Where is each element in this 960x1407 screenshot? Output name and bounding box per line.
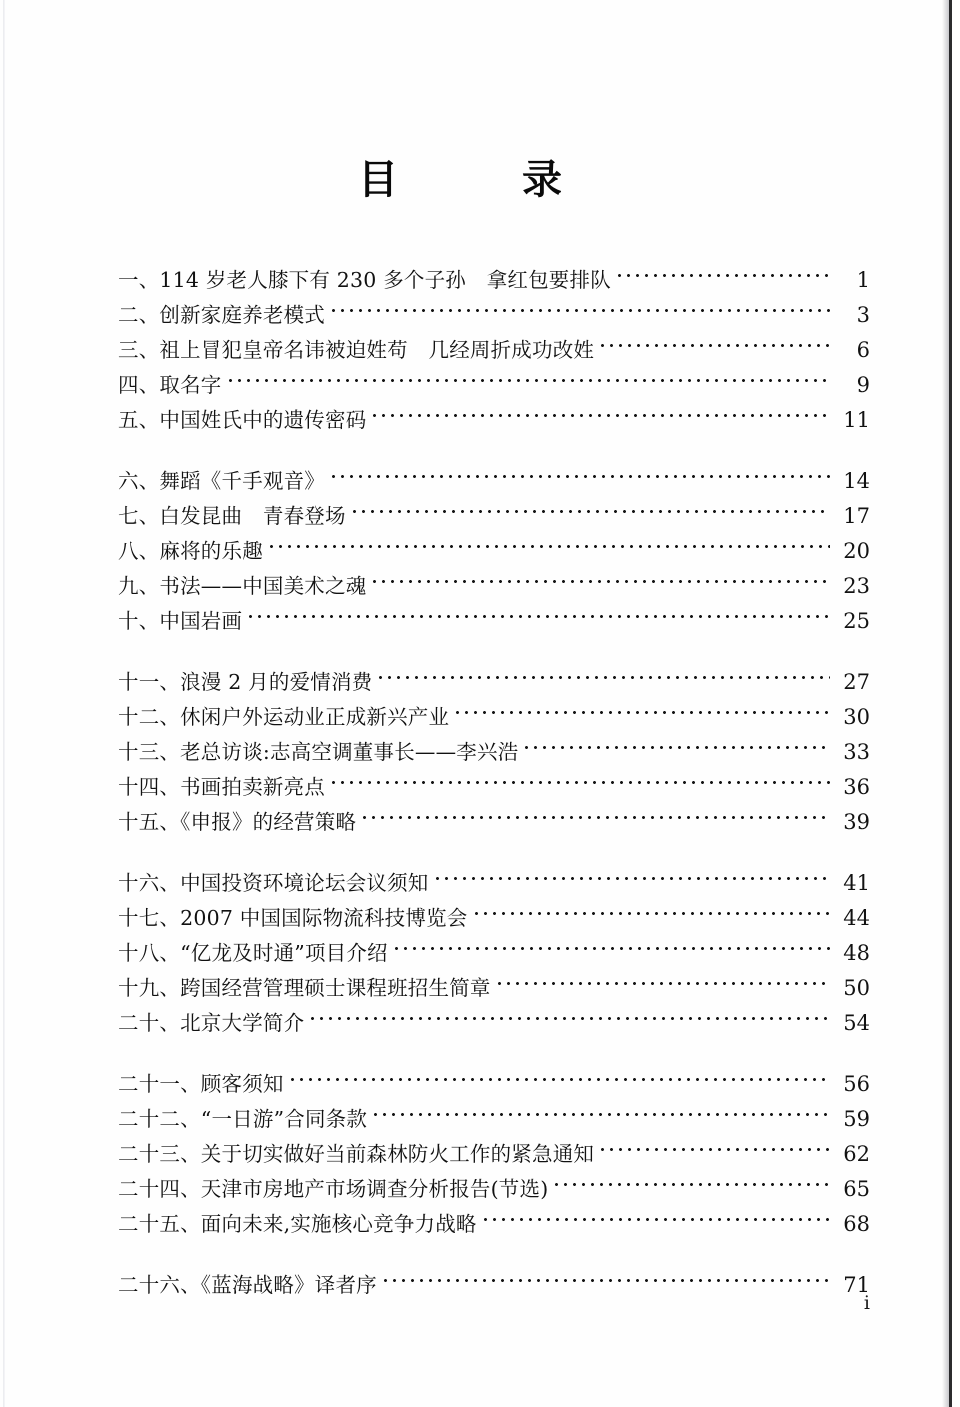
toc-dot-leader	[601, 322, 830, 357]
toc-entry-label: 二十一、顾客须知	[118, 1072, 284, 1096]
toc-entry-page-number: 14	[843, 469, 870, 493]
scan-edge-right-shadow	[942, 0, 949, 1407]
toc-dot-leader	[379, 654, 830, 689]
scan-edge-right	[949, 0, 952, 1407]
toc-entry-page-number: 71	[843, 1273, 870, 1297]
toc-entry-page-number: 56	[843, 1072, 870, 1096]
toc-entry-page-number: 54	[843, 1011, 870, 1035]
toc-entry[interactable]	[118, 855, 870, 895]
toc-entry-label: 二十六、《蓝海战略》译者序	[118, 1273, 377, 1297]
toc-entry[interactable]	[118, 357, 870, 397]
toc-entry[interactable]	[118, 392, 870, 432]
toc-dot-leader	[475, 890, 831, 925]
toc-dot-leader	[374, 1091, 830, 1126]
toc-entry-page-number: 33	[843, 740, 870, 764]
toc-entry-page-number: 41	[843, 871, 870, 895]
toc-group	[118, 654, 870, 834]
toc-entry-label: 一、114 岁老人膝下有 230 多个子孙 拿红包要排队	[118, 268, 611, 292]
toc-dot-leader	[229, 357, 831, 392]
toc-entry-label: 九、书法——中国美术之魂	[118, 574, 367, 598]
toc-dot-leader	[291, 1056, 830, 1091]
toc-entry[interactable]	[118, 1056, 870, 1096]
toc-dot-leader	[311, 995, 830, 1030]
toc-entry-page-number: 59	[843, 1107, 870, 1131]
toc-entry-label: 五、中国姓氏中的遗传密码	[118, 408, 367, 432]
toc-entry-label: 八、麻将的乐趣	[118, 539, 263, 563]
toc-dot-leader	[436, 855, 831, 890]
toc-entry[interactable]	[118, 252, 870, 292]
toc-entry-label: 十九、跨国经营管理硕士课程班招生简章	[118, 976, 491, 1000]
toc-dot-leader	[332, 287, 830, 322]
toc-entry-page-number: 20	[843, 539, 870, 563]
toc-dot-leader	[601, 1126, 830, 1161]
toc-dot-leader	[618, 252, 830, 287]
page-title: 目 录	[358, 156, 604, 203]
toc-entry-page-number: 1	[856, 268, 870, 292]
toc-entry-label: 十四、书画拍卖新亮点	[118, 775, 325, 799]
toc-entry-page-number: 17	[843, 504, 870, 528]
toc-group	[118, 1257, 870, 1297]
toc-entry-page-number: 27	[843, 670, 870, 694]
toc-entry-page-number: 65	[843, 1177, 870, 1201]
toc-entry-page-number: 68	[843, 1212, 870, 1236]
toc-group	[118, 1056, 870, 1236]
toc-dot-leader	[249, 593, 830, 628]
toc-entry-page-number: 9	[856, 373, 870, 397]
toc-dot-leader	[332, 453, 830, 488]
toc-entry[interactable]	[118, 1257, 870, 1297]
toc-entry-page-number: 23	[843, 574, 870, 598]
toc-entry-label: 二十二、“一日游”合同条款	[118, 1107, 368, 1131]
toc-entry-label: 二十四、天津市房地产市场调查分析报告(节选)	[118, 1177, 549, 1201]
toc-entry-label: 十七、2007 中国国际物流科技博览会	[118, 906, 468, 930]
toc-entry-label: 十二、休闲户外运动业正成新兴产业	[118, 705, 450, 729]
toc-entry-label: 六、舞蹈《千手观音》	[118, 469, 325, 493]
toc-entry-label: 十五、《申报》的经营策略	[118, 810, 357, 834]
toc-entry-page-number: 50	[843, 976, 870, 1000]
toc-dot-leader	[525, 724, 830, 759]
toc-entry-label: 七、白发昆曲 青春登场	[118, 504, 346, 528]
toc-dot-leader	[498, 960, 830, 995]
toc-dot-leader	[555, 1161, 830, 1196]
toc-dot-leader	[353, 488, 830, 523]
toc-entry-label: 十三、老总访谈:志高空调董事长——李兴浩	[118, 740, 519, 764]
toc-dot-leader	[456, 689, 830, 724]
scan-edge-left	[3, 0, 5, 1407]
toc-entry-page-number: 6	[856, 338, 870, 362]
toc-entry[interactable]	[118, 453, 870, 493]
toc-entry-label: 十一、浪漫 2 月的爱情消费	[118, 670, 373, 694]
toc-dot-leader	[270, 523, 830, 558]
toc-entry-page-number: 48	[843, 941, 870, 965]
toc-group	[118, 855, 870, 1035]
page-folio: i	[863, 1292, 870, 1314]
toc-entry-page-number: 39	[843, 810, 870, 834]
toc-dot-leader	[395, 925, 830, 960]
toc-dot-leader	[363, 794, 830, 829]
toc-entry-label: 三、祖上冒犯皇帝名讳被迫姓苟 几经周折成功改姓	[118, 338, 595, 362]
toc-entry-page-number: 25	[843, 609, 870, 633]
toc-entry-page-number: 11	[843, 408, 870, 432]
toc-entry-page-number: 3	[856, 303, 870, 327]
toc-entry-label: 十、中国岩画	[118, 609, 243, 633]
toc-dot-leader	[484, 1196, 830, 1231]
toc-entry-label: 二十三、关于切实做好当前森林防火工作的紧急通知	[118, 1142, 595, 1166]
toc-dot-leader	[384, 1257, 830, 1292]
toc-dot-leader	[332, 759, 830, 794]
toc-entry-label: 二十五、面向未来,实施核心竞争力战略	[118, 1212, 477, 1236]
toc-entry-page-number: 36	[843, 775, 870, 799]
toc-dot-leader	[373, 392, 830, 427]
toc-dot-leader	[373, 558, 830, 593]
toc-entry-label: 四、取名字	[118, 373, 222, 397]
toc-entry-page-number: 44	[843, 906, 870, 930]
toc-group	[118, 252, 870, 432]
toc-entry-page-number: 30	[843, 705, 870, 729]
toc-entry-page-number: 62	[843, 1142, 870, 1166]
table-of-contents	[118, 252, 870, 1297]
toc-group	[118, 453, 870, 633]
toc-entry-label: 二、创新家庭养老模式	[118, 303, 325, 327]
toc-entry-label: 二十、北京大学简介	[118, 1011, 305, 1035]
toc-entry[interactable]	[118, 654, 870, 694]
toc-entry-label: 十八、“亿龙及时通”项目介绍	[118, 941, 388, 965]
toc-entry-label: 十六、中国投资环境论坛会议须知	[118, 871, 429, 895]
